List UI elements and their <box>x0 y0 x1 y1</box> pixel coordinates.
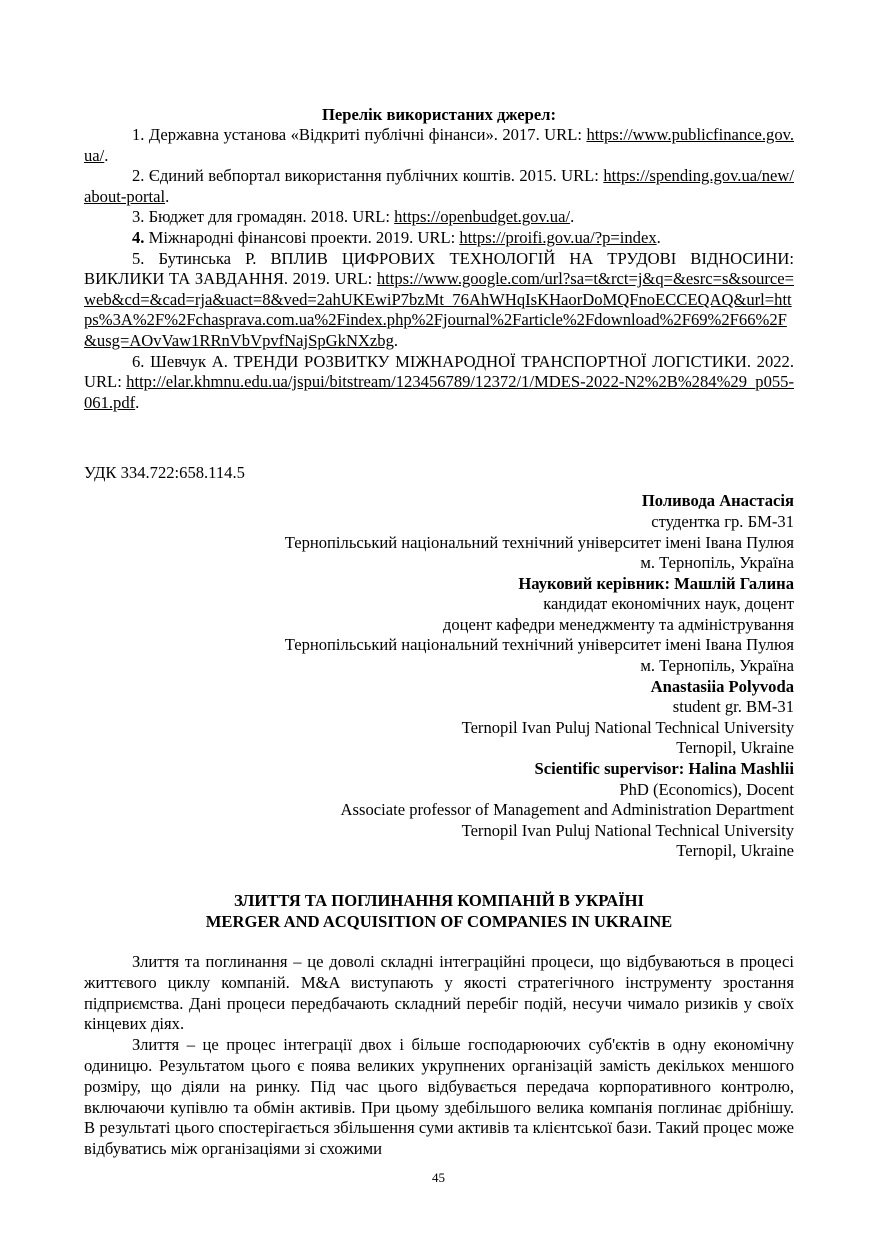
references-list <box>84 125 794 413</box>
reference-link[interactable]: https://www.publicfinance.gov.ua/ <box>84 125 794 165</box>
author-line: Anastasiia Polyvoda <box>650 676 794 696</box>
author-line: Поливода Анастасія <box>641 491 794 511</box>
author-line: Ternopil Ivan Puluj National Technical University <box>461 717 794 737</box>
body-paragraph: Злиття та поглинання – це доволі складні інтеграційні процеси, що відбуваються в процесі життєвого циклу компаній. M&A виступають у якості стратегічного інструменту зростання підприємства. Дані процеси передбачають складний перебіг подій, несучи чимало ризиків у своїх кінцевих діях. <box>84 952 794 1034</box>
author-line: Ternopil, Ukraine <box>676 738 794 758</box>
reference-link[interactable]: https://proifi.gov.ua/?p=index <box>459 227 657 247</box>
reference-item: 3. Бюджет для громадян. 2018. URL: https://openbudget.gov.ua/. <box>132 207 575 227</box>
author-line: студентка гр. БМ-31 <box>651 511 794 531</box>
paper-title-ua: ЗЛИТТЯ ТА ПОГЛИНАННЯ КОМПАНІЙ В УКРАЇНІ <box>233 891 645 910</box>
author-line: student gr. BM-31 <box>672 697 794 717</box>
author-block <box>84 491 794 862</box>
author-line: доцент кафедри менеджменту та адміністрування <box>442 614 794 634</box>
reference-link[interactable]: https://openbudget.gov.ua/ <box>394 207 571 227</box>
udk-code: УДК 334.722:658.114.5 <box>84 463 245 483</box>
body-paragraph: Злиття – це процес інтеграції двох і більше господарюючих суб'єктів в одну економічну одиницю. Результатом цього є поява великих укрупнених організацій замість декількох меншого розміру, що діяли на ринку. Під час цього відбувається передача корпоративного контролю, включаючи купівлю та обмін активів. При цьому здебільшого велика компанія поглинає дрібнішу. В результаті цього спостерігається збільшення суми активів та клієнтської бази. Такий процес може відбуватись між організаціями зі схожими <box>84 1035 794 1159</box>
author-line: PhD (Economics), Docent <box>619 779 794 799</box>
paper-title <box>84 890 794 932</box>
author-line: Ternopil, Ukraine <box>676 841 794 861</box>
reference-link[interactable]: https://www.google.com/url?sa=t&rct=j&q=&esrc=s&source=web&cd=&cad=rja&uact=8&ved=2ahUKEwiP7bzMt_76AhWHqIsKHaorDoMQFnoECCEQAQ&url=https%3A%2F%2Fchasprava.com.ua%2Findex.php%2Fjournal%2Farticle%2Fdownload%2F69%2F66%2F&usg=AOvVaw1RRnVbVpvfNajSpGkNXzbg <box>84 269 794 350</box>
reference-item: 4. Міжнародні фінансові проекти. 2019. URL: https://proifi.gov.ua/?p=index. <box>132 227 661 247</box>
author-line: Тернопільський національний технічний університет імені Івана Пулюя <box>284 532 794 552</box>
author-line: кандидат економічних наук, доцент <box>543 594 794 614</box>
page-content <box>84 104 794 1160</box>
author-line: Ternopil Ivan Puluj National Technical University <box>461 820 794 840</box>
author-line: м. Тернопіль, Україна <box>640 656 794 676</box>
author-line: м. Тернопіль, Україна <box>640 553 794 573</box>
page-number: 45 <box>432 1170 445 1185</box>
author-line: Scientific supervisor: Halina Mashlii <box>534 759 794 779</box>
author-line: Associate professor of Management and Administration Department <box>340 800 794 820</box>
reference-item: 5. Бутинська Р. ВПЛИВ ЦИФРОВИХ ТЕХНОЛОГІЙ НА ТРУДОВІ ВІДНОСИНИ: ВИКЛИКИ ТА ЗАВДАННЯ. 2019. URL: https://www.google.com/url?sa=t&rct=j&q=&esrc=s&source=web&cd=&cad=rja&uact=8&ved=2ahUKEwiP7bzMt_76AhWHqIsKHaorDoMQFnoECCEQAQ&url=https%3A%2F%2Fchasprava.com.ua%2Findex.php%2Fjournal%2Farticle%2Fdownload%2F69%2F66%2F&usg=AOvVaw1RRnVbVpvfNajSpGkNXzbg. <box>84 248 794 350</box>
body-text <box>84 952 794 1160</box>
author-line: Тернопільський національний технічний університет імені Івана Пулюя <box>284 635 794 655</box>
reference-item: 6. Шевчук А. ТРЕНДИ РОЗВИТКУ МІЖНАРОДНОЇ ТРАНСПОРТНОЇ ЛОГІСТИКИ. 2022. URL: http://elar.khmnu.edu.ua/jspui/bitstream/123456789/12372/1/MDES-2022-N2%2B%284%29_p055-061.pdf. <box>84 351 794 412</box>
paper-title-en: MERGER AND ACQUISITION OF COMPANIES IN UKRAINE <box>205 912 673 931</box>
author-line: Науковий керівник: Машлій Галина <box>518 573 794 593</box>
reference-link[interactable]: http://elar.khmnu.edu.ua/jspui/bitstream/123456789/12372/1/MDES-2022-N2%2B%284%29_p055-061.pdf <box>84 372 794 412</box>
reference-item: 1. Державна установа «Відкриті публічні фінанси». 2017. URL: https://www.publicfinance.gov.ua/. <box>84 125 794 165</box>
references-heading: Перелік використаних джерел: <box>321 105 557 124</box>
reference-item: 2. Єдиний вебпортал використання публічних коштів. 2015. URL: https://spending.gov.ua/new/about-portal. <box>84 166 794 206</box>
reference-link[interactable]: https://spending.gov.ua/new/about-portal <box>84 166 794 206</box>
